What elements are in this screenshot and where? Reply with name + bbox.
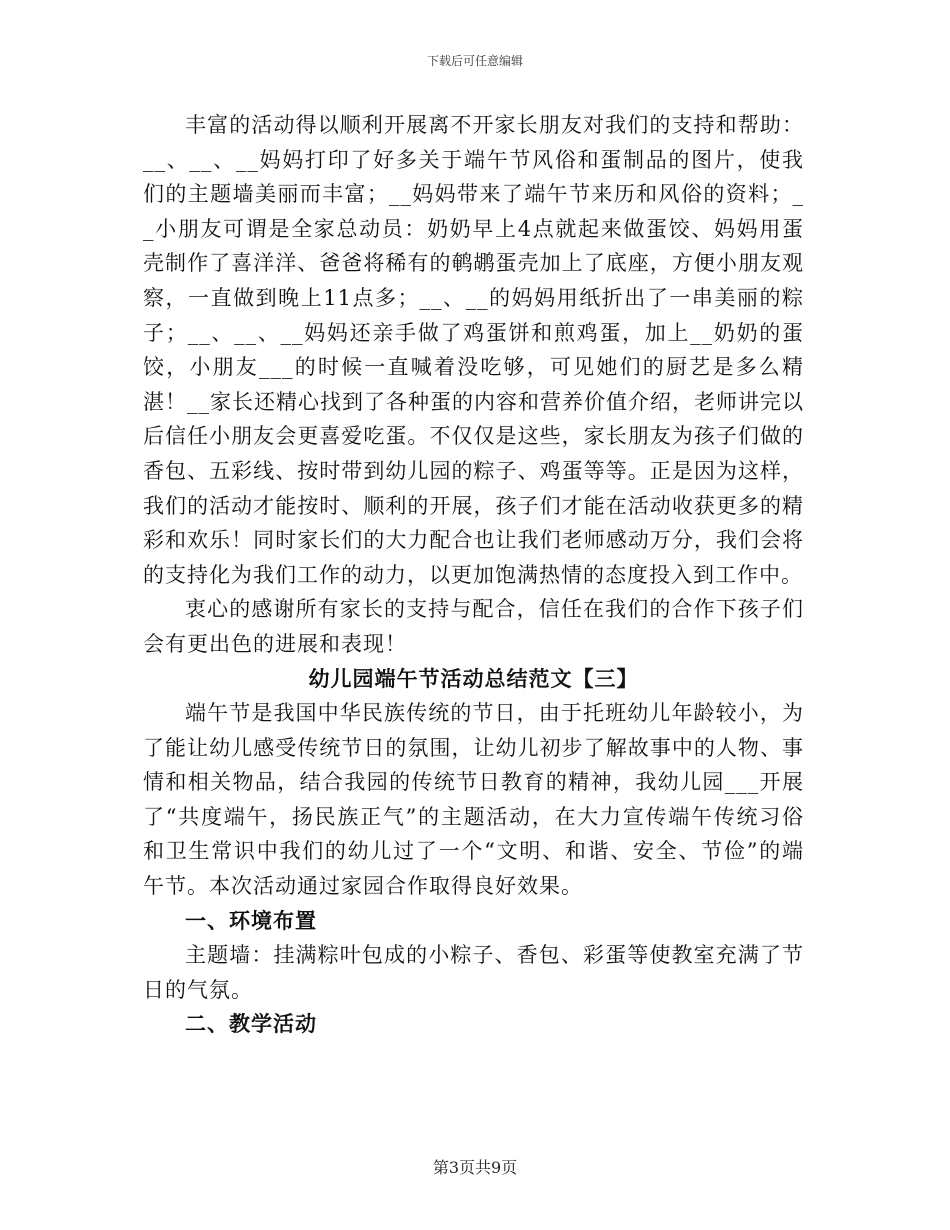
paragraph-intro: 端午节是我国中华民族传统的节日，由于托班幼儿年龄较小，为了能让幼儿感受传统节日的氛围，让幼儿初步了解故事中的人物、事情和相关物品，结合我园的传统节日教育的精神，我幼儿园___开展了“共度端午，扬民族正气”的主题活动，在大力宣传端午传统习俗和卫生常识中我们的幼儿过了一个“文明、和谐、安全、节俭”的端午节。本次活动通过家园合作取得良好效果。 bbox=[143, 701, 804, 899]
page-number: 第3页共9页 bbox=[432, 1158, 518, 1177]
document-body bbox=[143, 108, 804, 1042]
paragraph-thanks: 衷心的感谢所有家长的支持与配合，信任在我们的合作下孩子们会有更出色的进展和表现！ bbox=[143, 597, 804, 656]
heading-environment: 一、环境布置 bbox=[185, 907, 317, 933]
page-header: 下载后可任意编辑 bbox=[426, 54, 523, 68]
section-title: 幼儿园端午节活动总结范文【三】 bbox=[308, 665, 639, 691]
heading-teaching: 二、教学活动 bbox=[185, 1011, 317, 1037]
paragraph-parents-support: 丰富的活动得以顺利开展离不开家长朋友对我们的支持和帮助：__、__、__妈妈打印了好多关于端午节风俗和蛋制品的图片，使我们的主题墙美丽而丰富；__妈妈带来了端午节来历和风俗的资料；__小朋友可谓是全家总动员：奶奶早上4点就起来做蛋饺、妈妈用蛋壳制作了喜洋洋、爸爸将稀有的鹌鹕蛋壳加上了底座，方便小朋友观察，一直做到晚上11点多；__、__的妈妈用纸折出了一串美丽的粽子；__、__、__妈妈还亲手做了鸡蛋饼和煎鸡蛋，加上__奶奶的蛋饺，小朋友___的时候一直喊着没吃够，可见她们的厨艺是多么精湛！__家长还精心找到了各种蛋的内容和营养价值介绍，老师讲完以后信任小朋友会更喜爱吃蛋。不仅仅是这些，家长朋友为孩子们做的香包、五彩线、按时带到幼儿园的粽子、鸡蛋等等。正是因为这样，我们的活动才能按时、顺利的开展，孩子们才能在活动收获更多的精彩和欢乐！同时家长们的大力配合也让我们老师感动万分，我们会将的支持化为我们工作的动力，以更加饱满热情的态度投入到工作中。 bbox=[143, 113, 804, 587]
paragraph-theme-wall: 主题墙：挂满粽叶包成的小粽子、香包、彩蛋等使教室充满了节日的气氛。 bbox=[143, 943, 804, 1002]
